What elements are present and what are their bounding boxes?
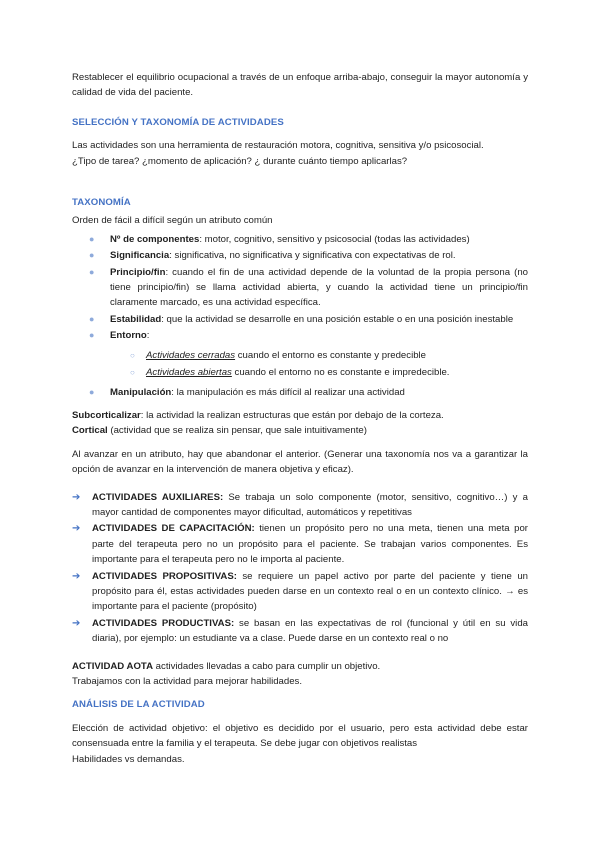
list-item: ➔ ACTIVIDADES PROPOSITIVAS: se requiere un papel activo por parte del paciente y tiene un propósito para él, estas actividades pueden darse en un contexto real o en un contexto clínico. → es importante para el paciente (propósito) bbox=[72, 570, 528, 613]
bullet-icon: ● bbox=[89, 250, 95, 261]
seleccion-paragraph-2: ¿Tipo de tarea? ¿momento de aplicación? ¿ durante cuánto tiempo aplicarlas? bbox=[72, 155, 408, 167]
list-item: ○ Actividades cerradas cuando el entorno es constante y predecible bbox=[72, 348, 528, 363]
bullet-icon: ● bbox=[89, 313, 95, 324]
list-item: ● Entorno: ○ Actividades cerradas cuando el entorno es constante y predecible ○ Actividades abiertas cuando el entorno no es constante e impredecible. bbox=[72, 328, 528, 380]
list-item: ● Nº de componentes: motor, cognitivo, sensitivo y psicosocial (todas las actividades) bbox=[72, 232, 528, 247]
cortical-line: Cortical (actividad que se realiza sin pensar, que sale intuitivamente) bbox=[72, 425, 367, 437]
heading-taxonomia: TAXONOMÍA bbox=[72, 197, 131, 209]
activity-types-list bbox=[72, 490, 528, 647]
taxonomia-lead: Orden de fácil a difícil según un atributo común bbox=[72, 215, 273, 227]
arrow-right-icon: ➔ bbox=[72, 523, 81, 535]
subcorticalizar-line: Subcorticalizar: la actividad la realizan estructuras que están por debajo de la corteza. bbox=[72, 409, 444, 421]
intro-paragraph: Restablecer el equilibrio ocupacional a través de un enfoque arriba-abajo, conseguir la mayor autonomía y calidad de vida del paciente. bbox=[72, 72, 528, 99]
circle-bullet-icon: ○ bbox=[130, 350, 135, 360]
bullet-icon: ● bbox=[89, 233, 95, 244]
analisis-paragraph-1: Elección de actividad objetivo: el objetivo es decidido por el usuario, pero esta actividad debe estar consensuada entre la familia y el terapeuta. Se debe jugar con objetivos realistas bbox=[72, 722, 528, 750]
seleccion-paragraph-1: Las actividades son una herramienta de restauración motora, cognitiva, sensitiva y/o psicosocial. bbox=[72, 140, 484, 152]
document-page bbox=[72, 70, 528, 767]
list-item: ➔ ACTIVIDADES DE CAPACITACIÓN: tienen un propósito pero no una meta, tienen una meta por parte del terapeuta pero no un propósito para el paciente. Se trabajan varios componentes. Es importante para el terapeuta pero no le importa al paciente. bbox=[72, 523, 528, 566]
heading-seleccion: SELECCIÓN Y TAXONOMÍA DE ACTIVIDADES bbox=[72, 116, 284, 128]
circle-bullet-icon: ○ bbox=[130, 368, 135, 378]
analisis-paragraph-2: Habilidades vs demandas. bbox=[72, 753, 185, 765]
list-item: ○ Actividades abiertas cuando el entorno no es constante e impredecible. bbox=[72, 365, 528, 380]
heading-analisis: ANÁLISIS DE LA ACTIVIDAD bbox=[72, 699, 205, 711]
arrow-right-icon: ➔ bbox=[72, 491, 81, 503]
list-item: ➔ ACTIVIDADES AUXILIARES: Se trabaja un solo componente (motor, sensitivo, cognitivo…) y a mayor cantidad de componentes mayor dificultad, automáticos y repetitivas bbox=[72, 491, 528, 518]
bullet-icon: ● bbox=[89, 330, 95, 341]
arrow-right-icon: ➔ bbox=[72, 617, 81, 629]
entorno-sublist bbox=[72, 348, 528, 381]
arrow-right-icon: ➔ bbox=[72, 570, 81, 582]
list-item: ● Principio/fin: cuando el fin de una actividad depende de la voluntad de la propia persona (no tiene principio/fin) se llama actividad abierta, y cuando la actividad tiene un principio/fin claramente marcado, es una actividad específica. bbox=[89, 266, 528, 309]
avanzar-paragraph: Al avanzar en un atributo, hay que abandonar el anterior. (Generar una taxonomía nos va a garantizar la opción de avanzar en la intervención de manera objetiva y eficaz). bbox=[72, 448, 528, 476]
bullet-icon: ● bbox=[89, 266, 95, 277]
list-item: ● Significancia: significativa, no significativa y significativa con expectativas de rol. bbox=[72, 248, 528, 263]
trabajamos-line: Trabajamos con la actividad para mejorar habilidades. bbox=[72, 676, 303, 687]
bullet-icon: ● bbox=[89, 386, 95, 397]
list-item: ● Estabilidad: que la actividad se desarrolle en una posición estable o en una posición inestable bbox=[72, 312, 528, 327]
list-item: ➔ ACTIVIDADES PRODUCTIVAS: se basan en las expectativas de rol (funcional y útil en su vida diaria), por ejemplo: un estudiante va a clase. Puede darse en un contexto real o no bbox=[72, 617, 528, 645]
list-item: ● Manipulación: la manipulación es más difícil al realizar una actividad bbox=[72, 385, 528, 400]
aota-line: ACTIVIDAD AOTA actividades llevadas a cabo para cumplir un objetivo. bbox=[72, 660, 381, 672]
taxonomy-attribute-list bbox=[72, 232, 528, 400]
